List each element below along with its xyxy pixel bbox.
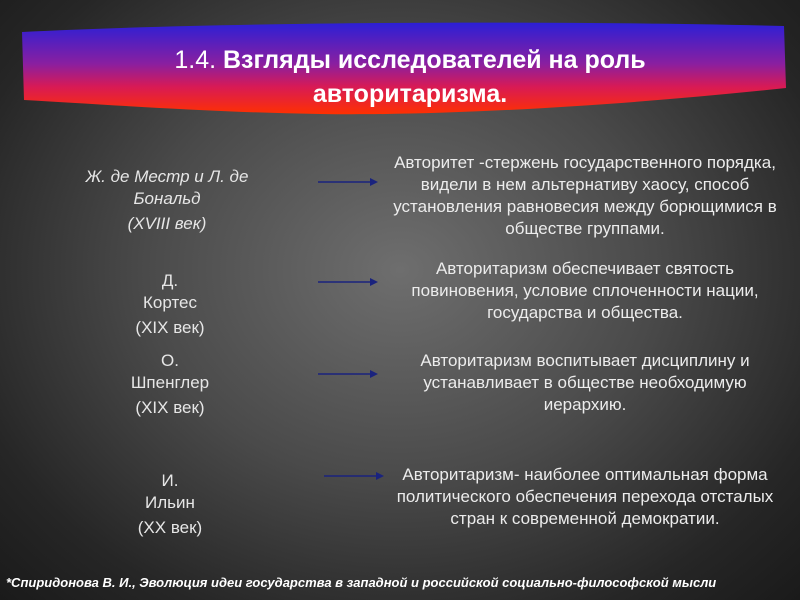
view-4: Авторитаризм- наиболее оптимальная форма политического обеспечения перехода отсталых стран к современной демократии. bbox=[396, 465, 774, 528]
view-1: Авторитет -стержень государственного порядка, видели в нем альтернативу хаосу, способ установления равновесия между борющимися в обществе группами. bbox=[393, 153, 777, 238]
author-4 bbox=[110, 470, 230, 539]
arrow-icon bbox=[318, 368, 378, 380]
title-number: 1.4. bbox=[174, 46, 217, 74]
arrow-icon bbox=[318, 276, 378, 288]
author-3-period: (XIX век) bbox=[135, 398, 205, 417]
author-3-line2: Шпенглер bbox=[130, 373, 210, 392]
author-2-line1: Д. bbox=[161, 271, 179, 290]
page-title bbox=[50, 43, 770, 111]
author-2-period: (XIX век) bbox=[135, 318, 205, 337]
author-2-line2: Кортес bbox=[143, 293, 197, 312]
author-4-line1: И. bbox=[161, 471, 179, 490]
title-text-line2: авторитаризма. bbox=[312, 80, 508, 108]
author-3 bbox=[110, 350, 230, 419]
title-banner bbox=[20, 18, 788, 118]
author-1-period: (XVIII век) bbox=[127, 214, 207, 233]
author-1-line2: Бональд bbox=[133, 189, 201, 208]
arrow-icon bbox=[318, 176, 378, 188]
footnote-citation: *Спиридонова В. И., Эволюция идеи государства в западной и российской социально-философской мысли bbox=[6, 575, 717, 590]
author-2 bbox=[110, 270, 230, 339]
author-1-line1: Ж. де Местр и Л. де bbox=[85, 167, 249, 186]
arrow-icon bbox=[324, 470, 384, 482]
author-4-period: (XX век) bbox=[137, 518, 203, 537]
title-text-line1: Взгляды исследователей на роль bbox=[223, 46, 646, 74]
author-4-line2: Ильин bbox=[145, 493, 195, 512]
view-3: Авторитаризм воспитывает дисциплину и устанавливает в обществе необходимую иерархию. bbox=[420, 351, 750, 414]
view-2: Авторитаризм обеспечивает святость повиновения, условие сплоченности нации, государства и общества. bbox=[411, 259, 759, 322]
author-1 bbox=[62, 166, 272, 235]
author-3-line1: О. bbox=[161, 351, 179, 370]
